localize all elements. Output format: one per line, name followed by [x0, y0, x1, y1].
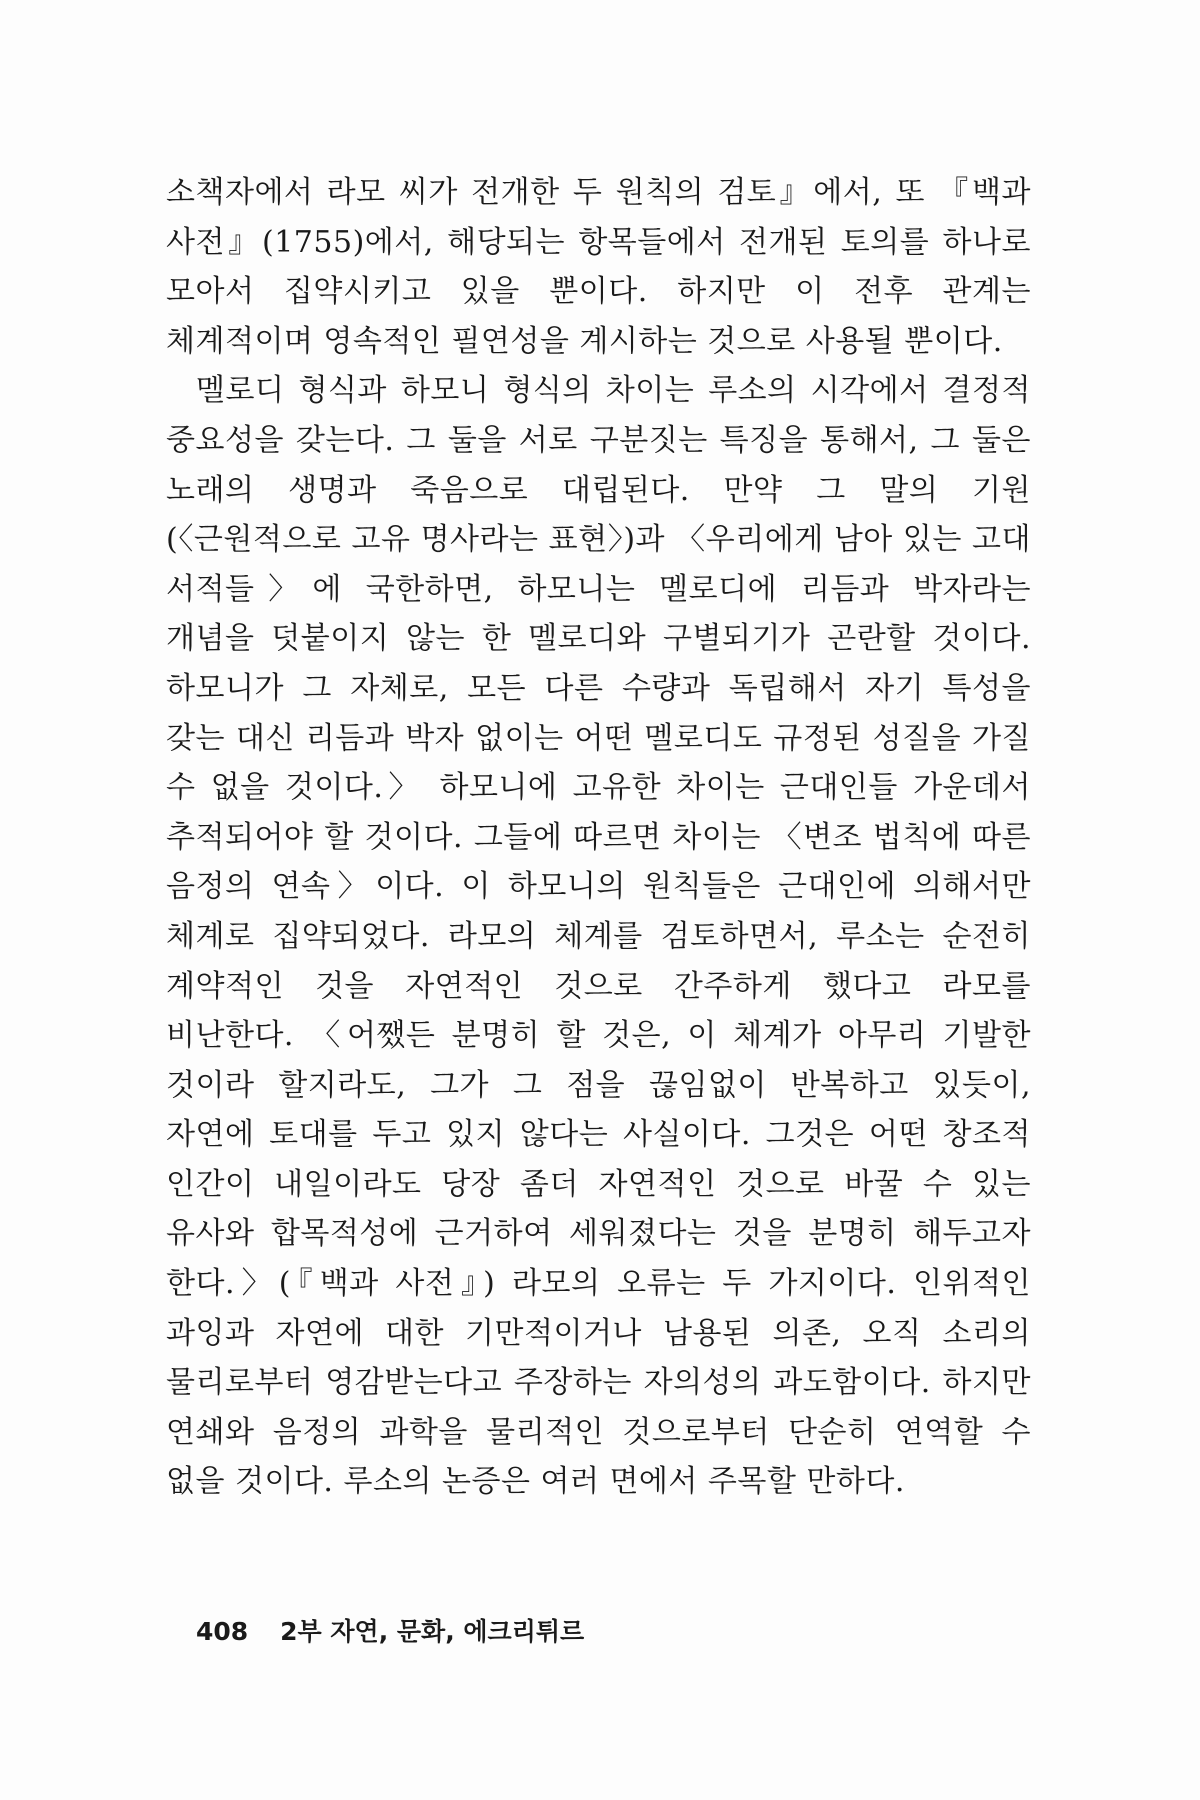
paragraph-melody-harmony: 멜로디 형식과 하모니 형식의 차이는 루소의 시각에서 결정적 중요성을 갖는다. 그 둘을 서로 구분짓는 특징을 통해서, 그 둘은 노래의 생명과 죽음으로 대립된다. 만약 그 말의 기원(〈근원적으로 고유 명사라는 표현〉)과 〈우리에게 남아 있는 고대 서적들〉에 국한하면, 하모니는 멜로디에 리듬과 박자라는 개념을 덧붙이지 않는 한 멜로디와 구별되기가 곤란할 것이다. 하모니가 그 자체로, 모든 다른 수량과 독립해서 자기 특성을 갖는 대신 리듬과 박자 없이는 어떤 멜로디도 규정된 성질을 가질 수 없을 것이다.〉 하모니에 고유한 차이는 근대인들 가운데서 추적되어야 할 것이다. 그들에 따르면 차이는 〈변조 법칙에 따른 음정의 연속〉이다. 이 하모니의 원칙들은 근대인에 의해서만 체계로 집약되었다. 라모의 체계를 검토하면서, 루소는 순전히 계약적인 것을 자연적인 것으로 간주하게 했다고 라모를 비난한다. 〈어쨌든 분명히 할 것은, 이 체계가 아무리 기발한 것이라 할지라도, 그가 그 점을 끊임없이 반복하고 있듯이, 자연에 토대를 두고 있지 않다는 사실이다. 그것은 어떤 창조적 인간이 내일이라도 당장 좀더 자연적인 것으로 바꿀 수 있는 유사와 합목적성에 근거하여 세워졌다는 것을 분명히 해두고자 한다.〉(『백과 사전』) 라모의 오류는 두 가지이다. 인위적인 과잉과 자연에 대한 기만적이거나 남용된 의존, 오직 소리의 물리로부터 영감받는다고 주장하는 자의성의 과도함이다. 하지만 연쇄와 음정의 과학을 물리적인 것으로부터 단순히 연역할 수 없을 것이다. 루소의 논증은 여러 면에서 주목할 만하다. [166, 373, 1031, 1500]
page-number: 408 [196, 1617, 249, 1646]
running-head: 2부 자연, 문화, 에크리튀르 [280, 1617, 585, 1646]
paragraph-continued: 소책자에서 라모 씨가 전개한 두 원칙의 검토』에서, 또 『백과 사전』(1755)에서, 해당되는 항목들에서 전개된 토의를 하나로 모아서 집약시키고 있을 뿐이다. 하지만 이 전후 관계는 체계적이며 영속적인 필연성을 계시하는 것으로 사용될 뿐이다. [166, 175, 1031, 359]
page-footer [196, 1612, 584, 1648]
body-text [166, 168, 1031, 1507]
